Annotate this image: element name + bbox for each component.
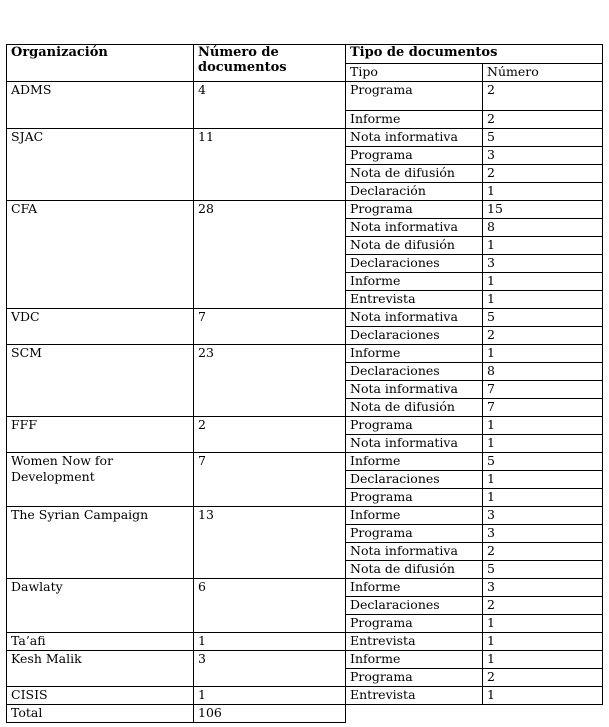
table-row	[7, 129, 603, 147]
org-cell: Dawlaty	[7, 579, 194, 633]
doc-type-cell: Informe	[346, 579, 483, 597]
header-organizacion: Organización	[7, 45, 194, 82]
doc-type-count-cell: 3	[483, 507, 603, 525]
table-row	[7, 633, 603, 651]
doc-count-cell: 28	[194, 201, 346, 309]
doc-type-count-cell: 5	[483, 309, 603, 327]
doc-type-count-cell: 2	[483, 543, 603, 561]
total-row	[7, 705, 603, 723]
doc-type-cell: Informe	[346, 273, 483, 291]
doc-count-cell: 13	[194, 507, 346, 579]
doc-type-cell: Informe	[346, 111, 483, 129]
doc-count-cell: 23	[194, 345, 346, 417]
doc-type-cell: Nota informativa	[346, 381, 483, 399]
table-row	[7, 201, 603, 219]
doc-type-count-cell: 2	[483, 327, 603, 345]
doc-type-cell: Nota de difusión	[346, 399, 483, 417]
doc-type-count-cell: 1	[483, 345, 603, 363]
table-row	[7, 579, 603, 597]
table-row	[7, 345, 603, 363]
doc-type-cell: Nota de difusión	[346, 237, 483, 255]
doc-type-count-cell: 7	[483, 399, 603, 417]
org-cell: Women Now for Development	[7, 453, 194, 507]
doc-type-cell: Programa	[346, 147, 483, 165]
org-cell: SCM	[7, 345, 194, 417]
doc-type-cell: Informe	[346, 651, 483, 669]
doc-type-count-cell: 8	[483, 219, 603, 237]
doc-type-cell: Nota informativa	[346, 543, 483, 561]
header-tipo: Tipo	[346, 64, 483, 82]
org-cell: VDC	[7, 309, 194, 345]
documents-table	[6, 44, 603, 723]
doc-type-count-cell: 2	[483, 669, 603, 687]
doc-type-cell: Nota de difusión	[346, 165, 483, 183]
doc-type-count-cell: 1	[483, 435, 603, 453]
empty-cell	[346, 705, 603, 723]
doc-type-count-cell: 1	[483, 183, 603, 201]
doc-type-count-cell: 1	[483, 291, 603, 309]
doc-type-cell: Informe	[346, 453, 483, 471]
doc-type-count-cell: 2	[483, 597, 603, 615]
doc-count-cell: 11	[194, 129, 346, 201]
doc-type-cell: Informe	[346, 507, 483, 525]
doc-type-cell: Programa	[346, 525, 483, 543]
doc-type-cell: Nota informativa	[346, 129, 483, 147]
doc-count-cell: 7	[194, 309, 346, 345]
doc-type-count-cell: 1	[483, 273, 603, 291]
doc-type-count-cell: 3	[483, 147, 603, 165]
doc-type-count-cell: 5	[483, 129, 603, 147]
doc-type-count-cell: 1	[483, 237, 603, 255]
table-row	[7, 453, 603, 471]
doc-type-count-cell: 3	[483, 525, 603, 543]
total-label: Total	[7, 705, 194, 723]
doc-type-count-cell: 1	[483, 615, 603, 633]
doc-type-count-cell: 1	[483, 687, 603, 705]
org-cell: The Syrian Campaign	[7, 507, 194, 579]
header-numero-documentos: Número de documentos	[194, 45, 346, 82]
header-numero: Número	[483, 64, 603, 82]
doc-type-cell: Declaraciones	[346, 597, 483, 615]
doc-count-cell: 1	[194, 633, 346, 651]
doc-type-count-cell: 1	[483, 489, 603, 507]
doc-type-count-cell: 8	[483, 363, 603, 381]
doc-count-cell: 2	[194, 417, 346, 453]
doc-type-cell: Programa	[346, 417, 483, 435]
doc-type-cell: Programa	[346, 82, 483, 111]
table-row	[7, 651, 603, 669]
doc-type-cell: Declaración	[346, 183, 483, 201]
doc-count-cell: 1	[194, 687, 346, 705]
doc-type-cell: Programa	[346, 615, 483, 633]
doc-type-count-cell: 1	[483, 471, 603, 489]
doc-type-cell: Programa	[346, 489, 483, 507]
doc-type-cell: Nota informativa	[346, 309, 483, 327]
org-cell: CISIS	[7, 687, 194, 705]
table-row	[7, 309, 603, 327]
doc-count-cell: 3	[194, 651, 346, 687]
doc-count-cell: 6	[194, 579, 346, 633]
doc-type-count-cell: 1	[483, 633, 603, 651]
doc-type-count-cell: 15	[483, 201, 603, 219]
org-cell: FFF	[7, 417, 194, 453]
table-row	[7, 507, 603, 525]
doc-type-cell: Nota de difusión	[346, 561, 483, 579]
doc-type-cell: Declaraciones	[346, 327, 483, 345]
table-row	[7, 417, 603, 435]
doc-type-count-cell: 2	[483, 111, 603, 129]
table-row	[7, 687, 603, 705]
doc-type-count-cell: 2	[483, 165, 603, 183]
doc-type-cell: Entrevista	[346, 291, 483, 309]
doc-count-cell: 7	[194, 453, 346, 507]
org-cell: ADMS	[7, 82, 194, 129]
doc-type-count-cell: 7	[483, 381, 603, 399]
doc-type-count-cell: 1	[483, 417, 603, 435]
doc-type-cell: Nota informativa	[346, 219, 483, 237]
doc-type-cell: Programa	[346, 669, 483, 687]
doc-type-cell: Informe	[346, 345, 483, 363]
doc-type-count-cell: 3	[483, 255, 603, 273]
doc-type-cell: Programa	[346, 201, 483, 219]
org-cell: Kesh Malik	[7, 651, 194, 687]
doc-type-cell: Declaraciones	[346, 471, 483, 489]
doc-type-cell: Nota informativa	[346, 435, 483, 453]
doc-type-count-cell: 3	[483, 579, 603, 597]
doc-type-count-cell: 2	[483, 82, 603, 111]
org-cell: Ta’afi	[7, 633, 194, 651]
table-row	[7, 82, 603, 111]
total-count: 106	[194, 705, 346, 723]
doc-type-count-cell: 5	[483, 561, 603, 579]
doc-type-count-cell: 5	[483, 453, 603, 471]
org-cell: CFA	[7, 201, 194, 309]
doc-type-cell: Entrevista	[346, 633, 483, 651]
doc-count-cell: 4	[194, 82, 346, 129]
org-cell: SJAC	[7, 129, 194, 201]
doc-type-cell: Declaraciones	[346, 363, 483, 381]
doc-type-cell: Declaraciones	[346, 255, 483, 273]
header-tipo-documentos: Tipo de documentos	[346, 45, 603, 64]
doc-type-count-cell: 1	[483, 651, 603, 669]
doc-type-cell: Entrevista	[346, 687, 483, 705]
